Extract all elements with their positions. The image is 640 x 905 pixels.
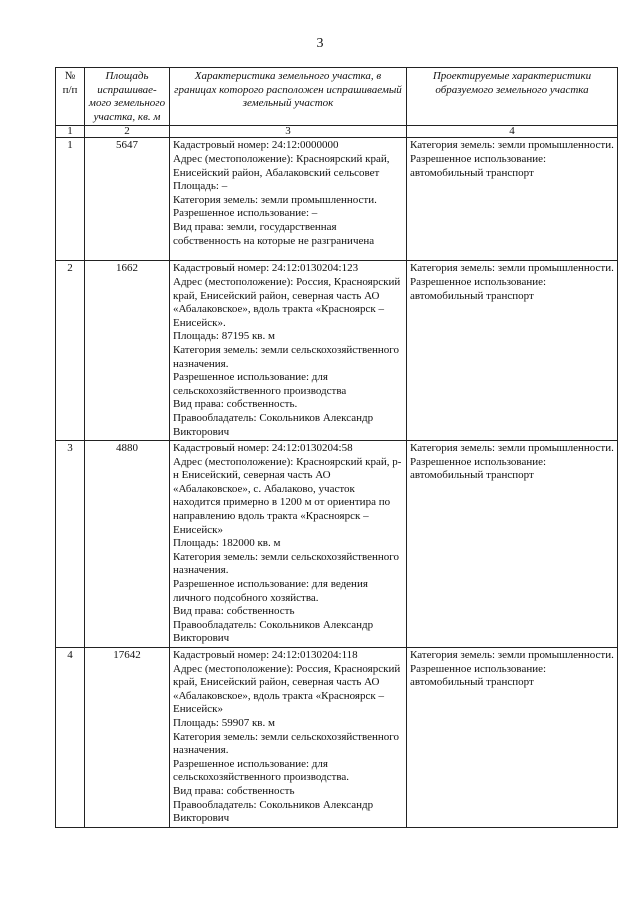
row-characteristics: Кадастровый номер: 24:12:0130204:123 Адрес (местоположение): Россия, Красноярский край, Енисейский район, северная часть АО «Абалаковское», вдоль тракта «Красноярск – Енисейск». Площадь: 87195 кв. м Категория земель: земли сельскохозяйственного назначения. Разрешенное использование: для сельскохозяйственного производства Вид права: собственность. Правообладатель: Сокольников Александр Викторович: [170, 261, 407, 441]
column-number: 2: [85, 126, 170, 138]
table-row: [56, 138, 618, 261]
row-area: 1662: [85, 261, 170, 441]
table-row: [56, 261, 618, 441]
row-characteristics: Кадастровый номер: 24:12:0130204:118 Адрес (местоположение): Россия, Красноярский край, Енисейский район, северная часть АО «Абалаковское», вдоль тракта «Красноярск – Енисейск» Площадь: 59907 кв. м Категория земель: земли сельскохозяйственного назначения. Разрешенное использование: для сельскохозяйственного производства. Вид права: собственность Правообладатель: Сокольников Александр Викторович: [170, 648, 407, 828]
header-projected: Проектируемые характеристики образуемого земельного участка: [407, 68, 618, 126]
row-projected: Категория земель: земли промышленности. Разрешенное использование: автомобильный транспорт: [407, 441, 618, 648]
column-number: 3: [170, 126, 407, 138]
page-number: 3: [316, 36, 324, 51]
header-characteristics: Характеристика земельного участка, в границах которого расположен испрашиваемый земельный участок: [170, 68, 407, 126]
header-area: Площадь испрашивае-мого земельного участка, кв. м: [85, 68, 170, 126]
table-row: [56, 648, 618, 828]
row-projected: Категория земель: земли промышленности. Разрешенное использование: автомобильный транспорт: [407, 648, 618, 828]
table-header-row: [56, 68, 618, 126]
row-number: 4: [56, 648, 85, 828]
row-number: 1: [56, 138, 85, 261]
column-number: 1: [56, 126, 85, 138]
row-area: 4880: [85, 441, 170, 648]
header-number: № п/п: [56, 68, 85, 126]
row-area: 17642: [85, 648, 170, 828]
row-projected: Категория земель: земли промышленности. Разрешенное использование: автомобильный транспорт: [407, 138, 618, 261]
row-number: 3: [56, 441, 85, 648]
row-characteristics: Кадастровый номер: 24:12:0000000 Адрес (местоположение): Красноярский край, Енисейский район, Абалаковский сельсовет Площадь: – Категория земель: земли промышленности. Разрешенное использование: – Вид права: земли, государственная собственность на которые не разграничена: [170, 138, 407, 261]
row-characteristics: Кадастровый номер: 24:12:0130204:58 Адрес (местоположение): Красноярский край, р-н Енисейский, северная часть АО «Абалаковское», с. Абалаково, участок находится примерно в 1200 м от ориентира по направлению вдоль тракта «Красноярск – Енисейск» Площадь: 182000 кв. м Категория земель: земли сельскохозяйственного назначения. Разрешенное использование: для ведения личного подсобного хозяйства. Вид права: собственность Правообладатель: Сокольников Александр Викторович: [170, 441, 407, 648]
column-number: 4: [407, 126, 618, 138]
row-number: 2: [56, 261, 85, 441]
row-area: 5647: [85, 138, 170, 261]
column-number-row: [56, 126, 618, 138]
row-projected: Категория земель: земли промышленности. Разрешенное использование: автомобильный транспорт: [407, 261, 618, 441]
table-row: [56, 441, 618, 648]
land-plot-table: [55, 67, 618, 828]
